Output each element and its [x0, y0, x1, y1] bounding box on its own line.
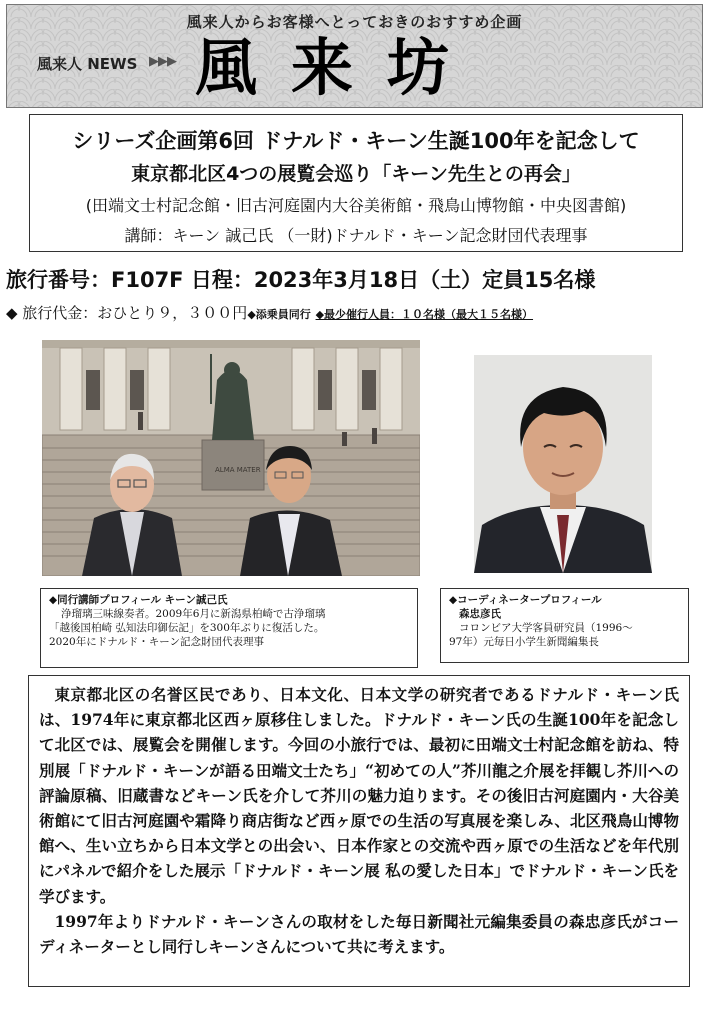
newsletter-header [6, 4, 703, 108]
coordinator-profile-line: コロンビア大学客員研究員（1996～ [459, 622, 633, 634]
series-subtitle: 東京都北区4つの展覧会巡り「キーン先生との再会」 [131, 163, 581, 185]
alma-mater-sign: ALMA MATER [215, 466, 261, 474]
series-info-box [29, 114, 683, 252]
trip-number-schedule: 旅行番号：F107F 日程：2023年3月18日（土）定員15名様 [6, 268, 596, 292]
newsletter-title: 風来坊 [195, 31, 484, 104]
series-headline: シリーズ企画第6回 ドナルド・キーン生誕100年を記念して [72, 129, 640, 153]
coordinator-profile-box [440, 588, 689, 663]
coordinator-profile-title: ◆コーディネータープロフィール [449, 594, 602, 606]
triangle-arrows-icon: ▶▶▶ [149, 54, 176, 69]
tour-description-box [28, 675, 690, 987]
escort-note: ◆添乗員同行 [247, 308, 311, 321]
description-paragraph: 1997年よりドナルド・キーンさんの取材をした毎日新聞社元編集委員の森忠彦氏がコーディネーターとし同行しキーンさんについて共に考えます。 [39, 911, 679, 957]
photo-keene-and-lecturer-at-columbia [42, 340, 420, 576]
venue-list: (田端文士村記念館・旧古河庭園内大谷美術館・飛鳥山博物館・中央図書館) [85, 196, 627, 215]
coordinator-name: 森忠彦氏 [459, 608, 501, 620]
lecturer-profile-line: 2020年にドナルド・キーン記念財団代表理事 [49, 636, 264, 648]
portrait-mori-tadahiko [474, 355, 652, 573]
lecturer-profile-line: 「越後国柏崎 弘知法印御伝記」を300年ぶりに復活した。 [49, 622, 325, 634]
header-tagline: 風来人からお客様へとっておきのおすすめ企画 [186, 13, 523, 31]
lecturer-profile-line: 浄瑠璃三味線奏者。2009年6月に新潟県柏崎で古浄瑠璃 [61, 608, 326, 620]
minimum-participants: ◆最少催行人員：１０名様（最大１５名様） [315, 308, 534, 321]
brand-label: 風来人 NEWS [37, 55, 138, 73]
coordinator-profile-line: 97年）元毎日小学生新聞編集長 [449, 636, 599, 648]
price-line [6, 302, 533, 323]
trip-price: ◆ 旅行代金：おひとり９，３００円 [6, 304, 248, 322]
lecturer-profile-box [40, 588, 418, 668]
lecturer-line: 講師：キーン 誠己氏 （一財)ドナルド・キーン記念財団代表理事 [124, 226, 588, 245]
description-paragraph: 東京都北区の名誉区民であり、日本文化、日本文学の研究者であるドナルド・キーン氏は、1974年に東京都北区西ヶ原移住しました。ドナルド・キーン氏の生誕100年を記念して北区では、展覧会を開催します。今回の小旅行では、最初に田端文士村記念館を訪ね、特別展「ドナルド・キーンが語る田端文士たち」“初めての人”芥川龍之介展を拝観し芥川への評論原稿、旧蔵書などキーン氏を介して芥川の魅力迫ります。その後旧古河庭園内・大谷美術館にて旧古河庭園や霜降り商店街など西ヶ原での生活の写真展を楽しみ、北区飛鳥山博物館へ、生い立ちから日本文学との出会い、日本作家との交流や西ヶ原での生活などを年代別にパネルで紹介をした展示「ドナルド・キーン展 私の愛した日本」でドナルド・キーン氏を学びます。 [39, 685, 679, 906]
lecturer-profile-title: ◆同行講師プロフィール キーン誠己氏 [49, 594, 228, 606]
